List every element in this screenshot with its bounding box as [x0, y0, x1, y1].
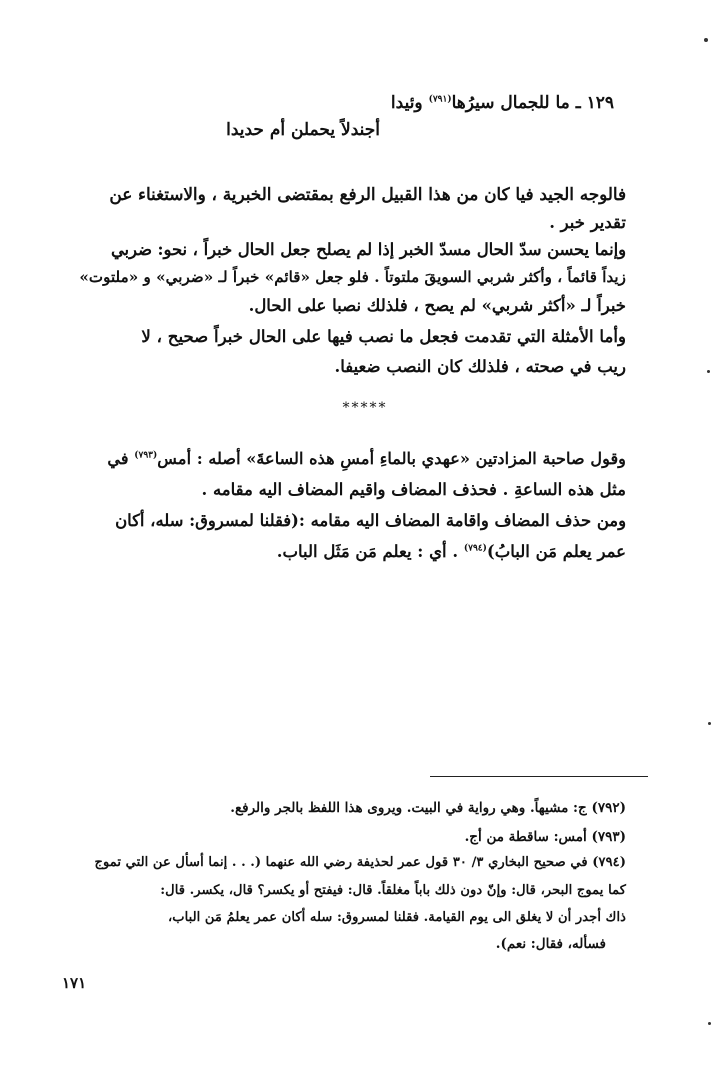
- footnote-794-line-1: (٧٩٤) في صحيح البخاري ٣/ ٣٠ قول عمر لحذيفة رضي الله عنهما (. . . إنما أسأل عن التي تموج: [94, 855, 626, 870]
- paragraph-5-line-2: [277, 544, 626, 561]
- paragraph-4-line-2: مثل هذه الساعةِ . فحذف المضاف واقيم المضاف اليه مقامه .: [201, 480, 626, 499]
- paragraph-4-text-end: في: [107, 449, 129, 468]
- verse-text-1: ـ ما للجمال سيرُها: [451, 93, 581, 113]
- paragraph-2-line-1: وإنما يحسن سدّ الحال مسدّ الخبر إذا لم يصلح جعل الحال خبراً ، نحو: ضربي: [110, 240, 626, 259]
- verse-number: ١٢٩: [586, 93, 614, 113]
- footnote-793: (٧٩٣) أمس: ساقطة من أج.: [464, 829, 626, 845]
- paragraph-1-line-1: فالوجه الجيد فيا كان من هذا القبيل الرفع بمقتضى الخبرية ، والاستغناء عن: [109, 184, 626, 204]
- scan-speck: [707, 370, 710, 373]
- scan-speck: [704, 38, 708, 42]
- paragraph-5-quote: عمر يعلم مَن البابُ): [486, 542, 626, 561]
- paragraph-2-line-3: خبراً لـ «أكثر شربي» لم يصح ، فلذلك نصبا على الحال.: [248, 296, 626, 315]
- footnote-794-line-2: كما يموج البحر، قال: وإنّ دون ذلك باباً مغلقاً. قال: فيفتح أو يكسر؟ قال، يكسر. قال:: [160, 883, 626, 898]
- paragraph-3-line-1: وأما الأمثلة التي تقدمت فجعل ما نصب فيها على الحال خبراً صحيح ، لا: [141, 326, 626, 346]
- paragraph-4-text: وقول صاحبة المزادتين «عهدي بالماءِ أمسِ هذه الساعةَ» أصله : أمس: [157, 449, 626, 468]
- scan-speck: [708, 722, 711, 725]
- paragraph-3-line-2: ريب في صحته ، فلذلك كان النصب ضعيفا.: [334, 357, 626, 376]
- paragraph-2-line-2: زيداً قائماً ، وأكثر شربي السويقَ ملتوتاً . فلو جعل «قائم» خبراً لـ «ضربي» و «ملتوت»: [79, 268, 626, 286]
- footnote-794-line-3: ذاك أجدر أن لا يغلق الى يوم القيامة. فقلنا لمسروق: سله أكان عمر يعلمُ مَن الباب،: [167, 910, 626, 925]
- footnote-794-line-4: فسأله، فقال: نعم).: [495, 936, 606, 952]
- footnote-ref-794: (٧٩٤): [463, 543, 487, 554]
- footnote-divider: [430, 776, 648, 777]
- paragraph-5-line-1: ومن حذف المضاف واقامة المضاف اليه مقامه :(فقلنا لمسروق: سله، أكان: [115, 511, 626, 530]
- scan-speck: [708, 1022, 711, 1025]
- section-separator: *****: [342, 400, 388, 416]
- paragraph-4-line-1: [107, 451, 626, 467]
- page-number: ١٧١: [62, 974, 87, 992]
- paragraph-5-text-end: . أي : يعلم مَن مَثَل الباب.: [276, 542, 459, 561]
- footnote-ref-791: (٧٩١): [428, 94, 452, 105]
- verse-text-1-end: وئيدا: [390, 93, 423, 113]
- footnote-792: (٧٩٢) ج: مشيهاً. وهي رواية في البيت. ويروى هذا اللفظ بالجر والرفع.: [230, 800, 626, 816]
- footnote-ref-793: (٧٩٣): [134, 450, 158, 461]
- paragraph-1-line-2: تقدير خبر .: [549, 213, 626, 232]
- verse-line-1: [391, 95, 614, 112]
- verse-line-2: أجندلاً يحملن أم حديدا: [226, 120, 380, 140]
